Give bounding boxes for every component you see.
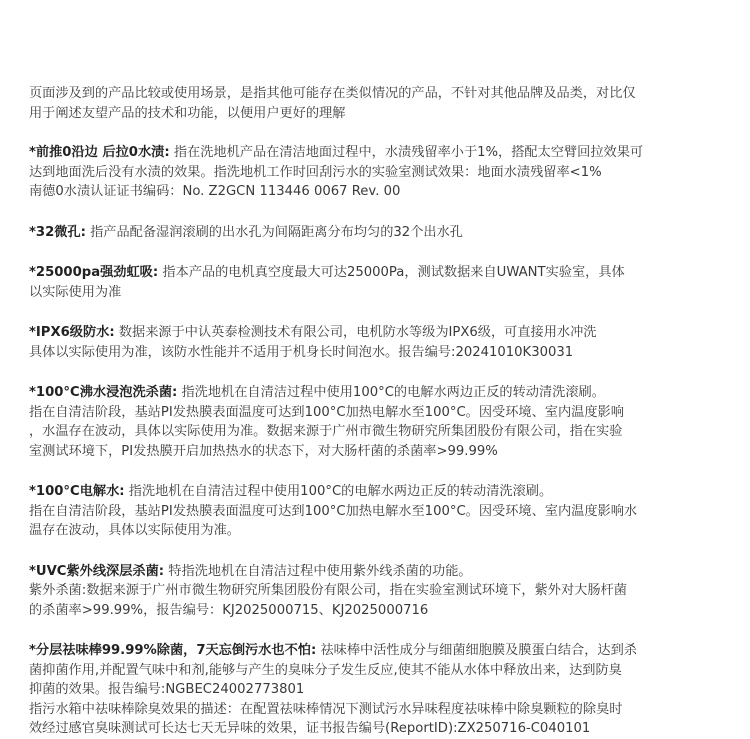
intro-line: 用于阐述友望产品的技术和功能，以便用户更好的理解: [29, 105, 346, 121]
note-text: 特指洗地机在自清洁过程中使用紫外线杀菌的功能。: [164, 563, 472, 579]
intro-line: 页面涉及到的产品比较或使用场景，是指其他可能存在类似情况的产品，不针对其他品牌及品类，对比仅: [29, 86, 636, 101]
note-term: *IPX6级防水:: [29, 325, 115, 340]
note-text: 指在洗地机产品在清洁地面过程中，水渍残留率小于1%，搭配太空臂回拉效果可: [169, 145, 644, 160]
intro-paragraph: [29, 84, 730, 123]
note-line: 抑菌的效果。报告编号:NGBEC24002773801: [29, 682, 305, 697]
note-text: 指洗地机在自清洁过程中使用100°C的电解水两边正反的转动清洗滚刷。: [177, 385, 605, 400]
note-term: *32微孔:: [29, 224, 86, 240]
note-100c-boiling-wash: [29, 383, 730, 461]
note-line: 菌抑菌作用,并配置气味中和剂,能够与产生的臭味分子发生反应,使其不能从水体中释放出来，达到防臭: [29, 662, 622, 678]
note-32-micro-holes: [29, 223, 730, 243]
note-term: *分层祛味棒99.99%除菌，7天忘倒污水也不怕:: [29, 643, 317, 658]
note-term: *100°C电解水:: [29, 484, 125, 499]
note-line: 效经过感官臭味测试可长达七天无异味的效果，证书报告编号(ReportID):ZX250716-C040101: [29, 721, 591, 736]
note-text: 数据来源于中认英泰检测技术有限公司，电机防水等级为IPX6级，可直接用水冲洗: [114, 325, 597, 340]
note-text: 祛味棒中活性成分与细菌细胞膜及膜蛋白结合，达到杀: [316, 643, 637, 658]
note-line: 具体以实际使用为准，该防水性能并不适用于机身长时间泡水。报告编号:20241010K30031: [29, 344, 574, 360]
note-line: 室测试环境下，PI发热膜开启加热热水的状态下，对大肠杆菌的杀菌率>99.99%: [29, 443, 498, 459]
note-text: 指洗地机在自清洁过程中使用100°C的电解水两边正反的转动清洗滚刷。: [124, 484, 553, 499]
note-front-push-zero-edge: [29, 143, 730, 202]
note-term: *100°C沸水浸泡洗杀菌:: [29, 385, 178, 400]
note-term: *UVC紫外线深层杀菌:: [29, 563, 165, 579]
note-deodorizing-stick: [29, 641, 730, 739]
note-line: 指污水箱中祛味棒除臭效果的描述：在配置祛味棒情况下测试污水异味程度祛味棒中除臭颗粒的除臭时: [29, 701, 623, 717]
note-line: 以实际使用为准: [29, 284, 122, 300]
note-line: 指在自清洁阶段，基站PI发热膜表面温度可达到100°C加热电解水至100°C。因受环境、室内温度影响水: [29, 503, 638, 519]
note-line: 的杀菌率>99.99%，报告编号：KJ2025000715、KJ2025000716: [29, 602, 429, 618]
note-ipx6-waterproof: [29, 323, 730, 362]
note-uvc-sterilization: [29, 562, 730, 621]
note-term: *前推0沿边 后拉0水渍:: [29, 145, 170, 160]
note-line: 达到地面洗后没有水渍的效果。指洗地机工作时回刮污水的实验室测试效果：地面水渍残留率<1%: [29, 164, 602, 180]
note-line: 南德0水渍认证证书编码：No. Z2GCN 113446 0067 Rev. 00: [29, 184, 401, 199]
note-term: *25000pa强劲虹吸:: [29, 265, 159, 280]
note-text: 指本产品的电机真空度最大可达25000Pa，测试数据来自UWANT实验室，具体: [158, 265, 625, 280]
note-25000pa-suction: [29, 263, 730, 302]
note-line: 温存在波动，具体以实际使用为准。: [29, 523, 240, 538]
note-line: 指在自清洁阶段，基站PI发热膜表面温度可达到100°C加热电解水至100°C。因受环境、室内温度影响: [29, 404, 624, 420]
note-line: 紫外杀菌:数据来源于广州市微生物研究所集团股份有限公司，指在实验室测试环境下，紫外对大肠杆菌: [29, 583, 627, 598]
note-line: ，水温存在波动，具体以实际使用为准。数据来源于广州市微生物研究所集团股份有限公司，指在实验: [29, 424, 623, 439]
note-100c-electrolyzed-water: [29, 482, 730, 541]
note-text: 指产品配备湿润滚刷的出水孔为间隔距离分布均匀的32个出水孔: [85, 224, 463, 240]
